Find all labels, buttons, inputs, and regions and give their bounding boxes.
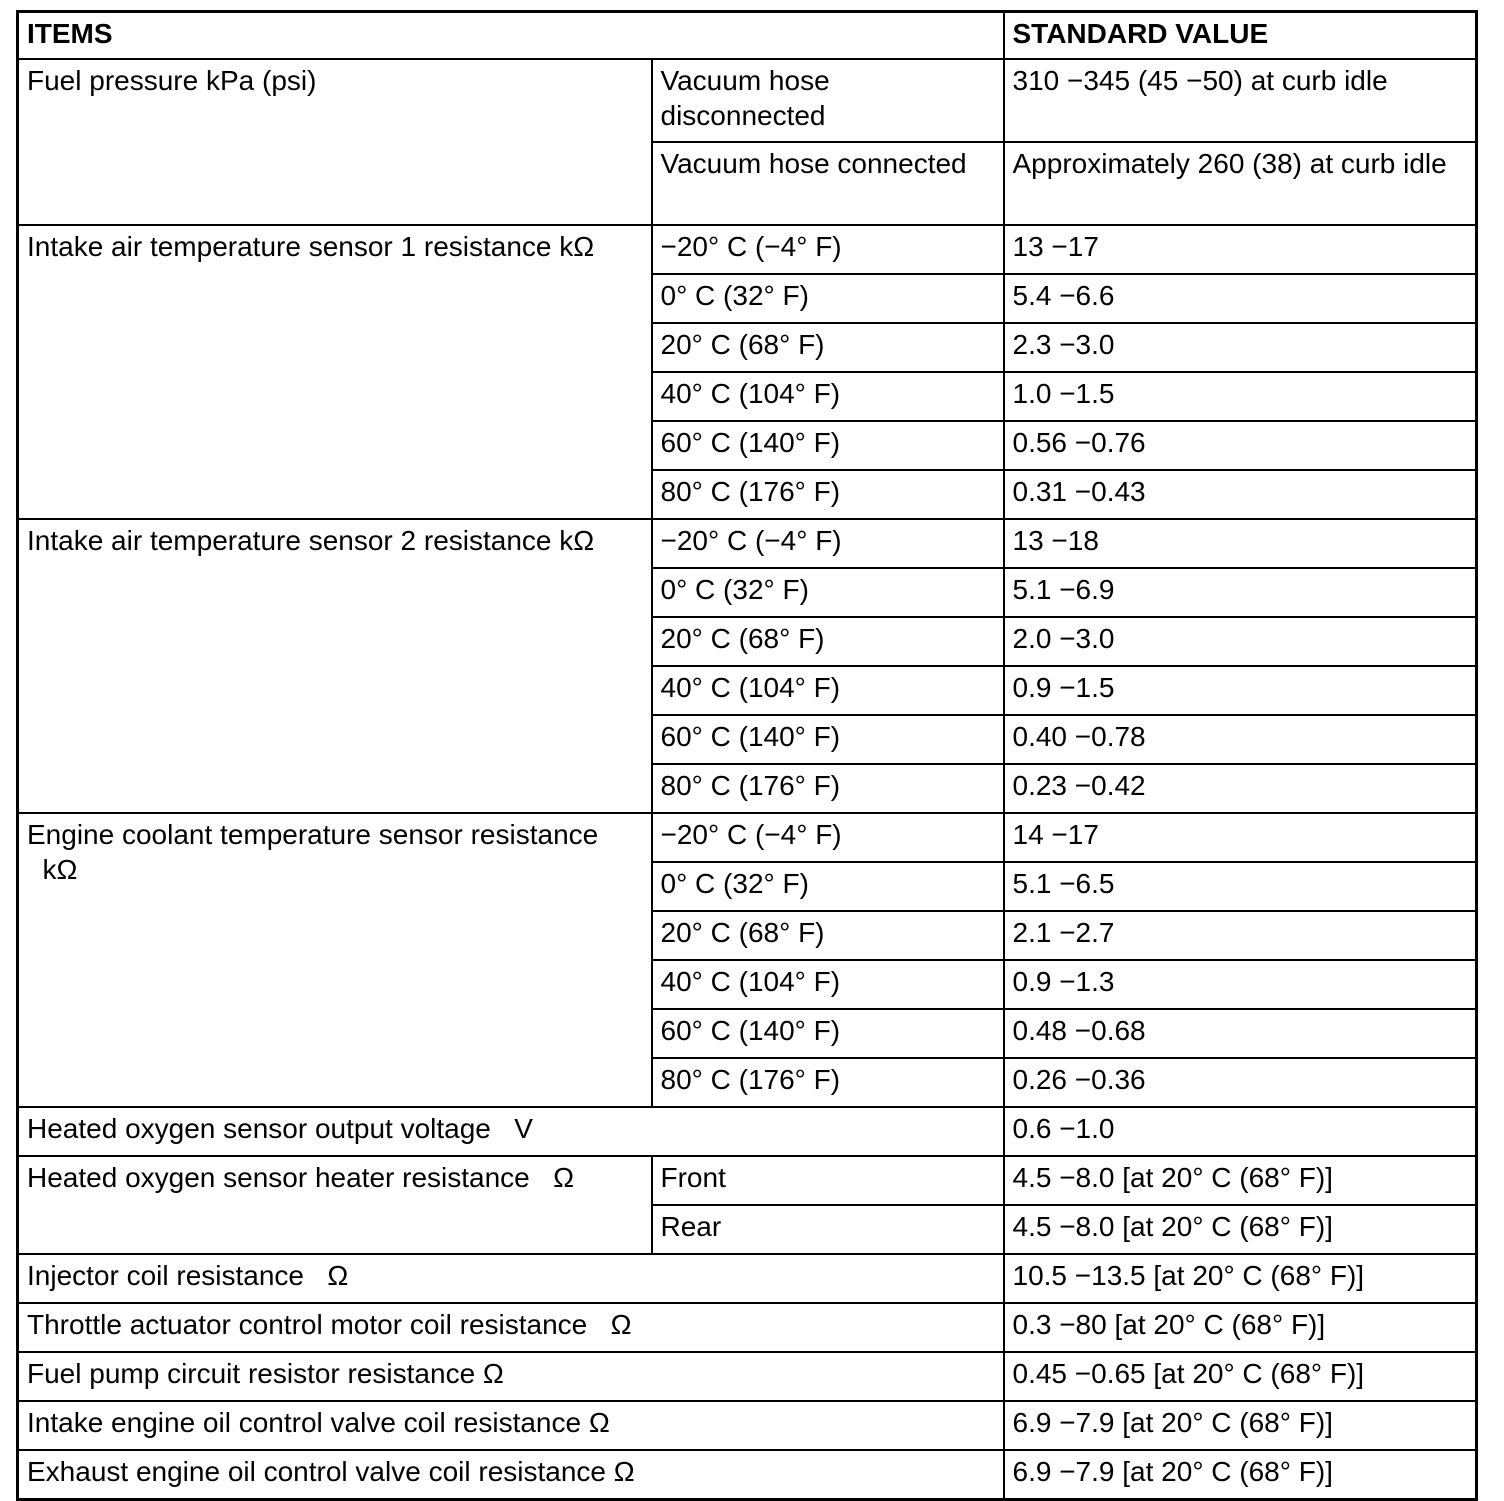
value-cell: 4.5 −8.0 [at 20° C (68° F)] xyxy=(1004,1205,1477,1254)
value-cell: 2.0 −3.0 xyxy=(1004,617,1477,666)
item-ho2s-output-voltage: Heated oxygen sensor output voltage V xyxy=(18,1107,1004,1156)
condition-cell: 0° C (32° F) xyxy=(652,274,1004,323)
value-cell: 310 −345 (45 −50) at curb idle xyxy=(1004,59,1477,142)
item-exhaust-ocv-coil-resistance: Exhaust engine oil control valve coil resistance Ω xyxy=(18,1450,1004,1500)
value-cell: 4.5 −8.0 [at 20° C (68° F)] xyxy=(1004,1156,1477,1205)
item-fuel-pump-resistor-resistance: Fuel pump circuit resistor resistance Ω xyxy=(18,1352,1004,1401)
condition-cell: 60° C (140° F) xyxy=(652,1009,1004,1058)
value-cell: 0.45 −0.65 [at 20° C (68° F)] xyxy=(1004,1352,1477,1401)
condition-cell: 20° C (68° F) xyxy=(652,323,1004,372)
condition-cell: Front xyxy=(652,1156,1004,1205)
condition-cell: 0° C (32° F) xyxy=(652,568,1004,617)
table-row xyxy=(18,1352,1477,1401)
value-cell: Approximately 260 (38) at curb idle xyxy=(1004,142,1477,225)
value-cell: 2.1 −2.7 xyxy=(1004,911,1477,960)
condition-cell: 60° C (140° F) xyxy=(652,421,1004,470)
value-cell: 0.26 −0.36 xyxy=(1004,1058,1477,1107)
condition-cell: −20° C (−4° F) xyxy=(652,225,1004,274)
value-cell: 0.3 −80 [at 20° C (68° F)] xyxy=(1004,1303,1477,1352)
value-cell: 13 −18 xyxy=(1004,519,1477,568)
condition-cell: Vacuum hose disconnected xyxy=(652,59,1004,142)
item-ect-sensor: Engine coolant temperature sensor resistance kΩ xyxy=(18,813,652,1107)
item-ho2s-heater-resistance: Heated oxygen sensor heater resistance Ω xyxy=(18,1156,652,1254)
condition-cell: 40° C (104° F) xyxy=(652,666,1004,715)
value-cell: 1.0 −1.5 xyxy=(1004,372,1477,421)
table-row xyxy=(18,1107,1477,1156)
item-iat-sensor-1: Intake air temperature sensor 1 resistance kΩ xyxy=(18,225,652,519)
value-cell: 6.9 −7.9 [at 20° C (68° F)] xyxy=(1004,1450,1477,1500)
table-row xyxy=(18,1254,1477,1303)
condition-cell: 40° C (104° F) xyxy=(652,372,1004,421)
item-throttle-motor-coil-resistance: Throttle actuator control motor coil resistance Ω xyxy=(18,1303,1004,1352)
condition-cell: 80° C (176° F) xyxy=(652,1058,1004,1107)
value-cell: 14 −17 xyxy=(1004,813,1477,862)
value-cell: 0.48 −0.68 xyxy=(1004,1009,1477,1058)
item-iat-sensor-2: Intake air temperature sensor 2 resistance kΩ xyxy=(18,519,652,813)
value-cell: 10.5 −13.5 [at 20° C (68° F)] xyxy=(1004,1254,1477,1303)
header-row xyxy=(18,12,1477,60)
header-standard-value: STANDARD VALUE xyxy=(1004,12,1477,60)
value-cell: 5.1 −6.9 xyxy=(1004,568,1477,617)
value-cell: 0.31 −0.43 xyxy=(1004,470,1477,519)
value-cell: 0.6 −1.0 xyxy=(1004,1107,1477,1156)
value-cell: 13 −17 xyxy=(1004,225,1477,274)
item-intake-ocv-coil-resistance: Intake engine oil control valve coil resistance Ω xyxy=(18,1401,1004,1450)
item-fuel-pressure: Fuel pressure kPa (psi) xyxy=(18,59,652,225)
value-cell: 5.4 −6.6 xyxy=(1004,274,1477,323)
value-cell: 0.23 −0.42 xyxy=(1004,764,1477,813)
value-cell: 5.1 −6.5 xyxy=(1004,862,1477,911)
specification-table xyxy=(16,10,1478,1501)
table-row xyxy=(18,1401,1477,1450)
condition-cell: 20° C (68° F) xyxy=(652,617,1004,666)
condition-cell: 20° C (68° F) xyxy=(652,911,1004,960)
condition-cell: 60° C (140° F) xyxy=(652,715,1004,764)
item-injector-coil-resistance: Injector coil resistance Ω xyxy=(18,1254,1004,1303)
header-items: ITEMS xyxy=(18,12,1004,60)
condition-cell: 80° C (176° F) xyxy=(652,764,1004,813)
value-cell: 0.9 −1.3 xyxy=(1004,960,1477,1009)
value-cell: 0.40 −0.78 xyxy=(1004,715,1477,764)
table-row xyxy=(18,1450,1477,1500)
value-cell: 0.9 −1.5 xyxy=(1004,666,1477,715)
condition-cell: Vacuum hose connected xyxy=(652,142,1004,225)
value-cell: 6.9 −7.9 [at 20° C (68° F)] xyxy=(1004,1401,1477,1450)
condition-cell: −20° C (−4° F) xyxy=(652,519,1004,568)
condition-cell: 0° C (32° F) xyxy=(652,862,1004,911)
table-row xyxy=(18,813,1477,862)
condition-cell: 40° C (104° F) xyxy=(652,960,1004,1009)
condition-cell: −20° C (−4° F) xyxy=(652,813,1004,862)
table-row xyxy=(18,225,1477,274)
value-cell: 2.3 −3.0 xyxy=(1004,323,1477,372)
table-row xyxy=(18,519,1477,568)
table-row xyxy=(18,1303,1477,1352)
condition-cell: Rear xyxy=(652,1205,1004,1254)
condition-cell: 80° C (176° F) xyxy=(652,470,1004,519)
table-row xyxy=(18,59,1477,142)
table-row xyxy=(18,1156,1477,1205)
value-cell: 0.56 −0.76 xyxy=(1004,421,1477,470)
